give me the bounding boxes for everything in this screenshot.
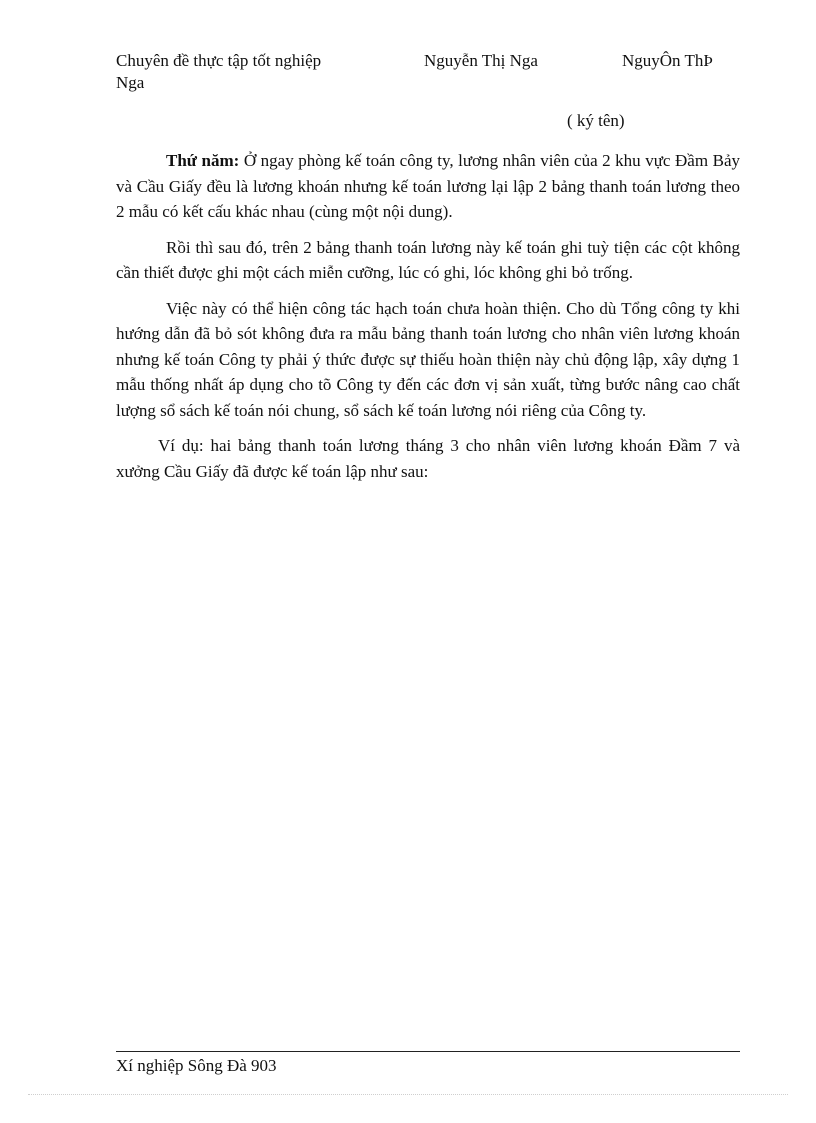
paragraph-4: Ví dụ: hai bảng thanh toán lương tháng 3 cho nhân viên lương khoán Đầm 7 và xưởng Cầu Giấy đã được kế toán lập như sau: (116, 436, 740, 481)
header-title: Chuyên đề thực tập tốt nghiệp (116, 51, 322, 70)
header-author-garbled: NguyÔn ThÞ (622, 51, 713, 70)
header-author: Nguyễn Thị Nga (424, 51, 538, 70)
paragraph-1-label: Thứ năm: (166, 151, 240, 170)
paragraph-3: Việc này có thể hiện công tác hạch toán chưa hoàn thiện. Cho dù Tổng công ty khi hướng dẫn đã bỏ sót không đưa ra mẫu bảng thanh toán lương cho nhân viên lương khoán nhưng kế toán Công ty phải ý thức được sự thiếu hoàn thiện này chủ động lập, xây dựng 1 mẫu thống nhất áp dụng cho tõ Công ty đến các đơn vị sản xuất, từng bước nâng cao chất lượng sổ sách kế toán nói chung, sổ sách kế toán lương nói riêng của Công ty. (116, 298, 740, 420)
document-body (116, 148, 740, 494)
paragraph-2: Rồi thì sau đó, trên 2 bảng thanh toán lương này kế toán ghi tuỳ tiện các cột không cần thiết được ghi một cách miễn cưỡng, lúc có ghi, lóc không ghi bỏ trống. (116, 237, 740, 282)
header-author-wrap: Nga (116, 73, 145, 92)
page-footer: Xí nghiệp Sông Đà 903 (116, 1056, 277, 1075)
page-bottom-edge (28, 1094, 788, 1095)
paragraph-1-text: Ở ngay phòng kế toán công ty, lương nhân viên của 2 khu vực Đầm Bảy và Cầu Giấy đều là lương khoán nhưng kế toán lương lại lập 2 bảng thanh toán lương theo 2 mẫu có kết cấu khác nhau (cùng một nội dung). (116, 151, 740, 221)
paragraph-1 (116, 148, 740, 225)
signature-note: ( ký tên) (567, 111, 625, 130)
footer-divider (116, 1051, 740, 1052)
